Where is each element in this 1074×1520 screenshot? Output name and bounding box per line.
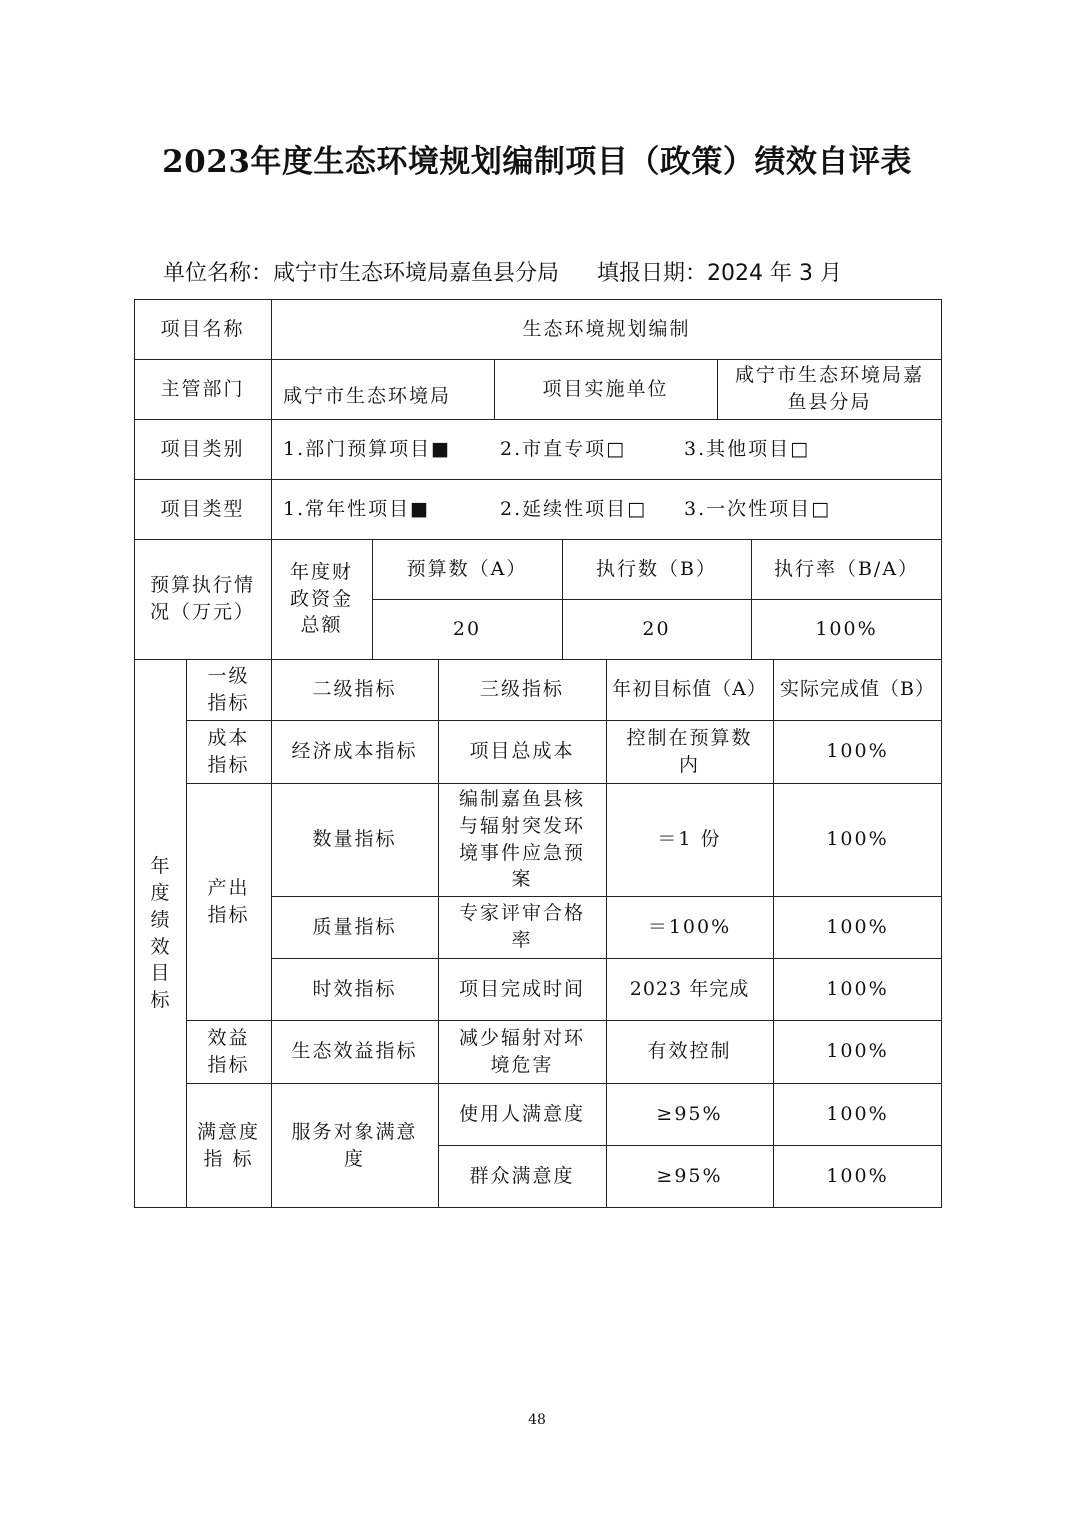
output-level1: 产出指标 [207,876,250,926]
project-name-value: 生态环境规划编制 [522,317,691,340]
unit-name: 单位名称：咸宁市生态环境局嘉鱼县分局 [163,261,560,286]
quantity-actual: 100% [826,828,889,851]
target-header: 年初目标值（A） [612,678,767,701]
timeliness-target: 2023 年完成 [629,977,750,1000]
satisfaction-user-actual: 100% [826,1102,889,1125]
impl-label: 项目实施单位 [542,377,669,400]
project-name-label: 项目名称 [160,317,245,340]
budget-col-a: 预算数（A） [406,557,528,580]
category-option-3: 3.其他项目□ [684,437,811,460]
satisfaction-user-target: ≥95% [656,1102,723,1125]
quantity-target: ＝1 份 [657,828,722,851]
benefit-level1: 效益指标 [207,1026,250,1076]
dept-label: 主管部门 [160,377,245,400]
satisfaction-public-target: ≥95% [656,1165,723,1188]
satisfaction-public-level3: 群众满意度 [469,1165,575,1188]
cost-level3: 项目总成本 [469,740,575,763]
budget-sub-label: 年度财政资金总额 [289,560,353,637]
benefit-level2: 生态效益指标 [291,1040,418,1063]
timeliness-level2: 时效指标 [312,977,397,1000]
page-title: 2023年度生态环境规划编制项目（政策）绩效自评表 [162,144,912,180]
budget-col-rate: 执行率（B/A） [773,557,920,580]
perf-side-label: 年度绩效目标 [150,854,170,1012]
budget-value-a: 20 [452,617,482,640]
benefit-target: 有效控制 [647,1040,732,1063]
quantity-level3: 编制嘉鱼县核与辐射突发环境事件应急预案 [458,787,585,891]
type-option-2: 2.延续性项目□ [500,497,648,520]
dept-value: 咸宁市生态环境局 [283,384,452,407]
cost-level1: 成本指标 [207,726,250,776]
budget-value-b: 20 [642,617,671,640]
cost-actual: 100% [826,740,889,763]
category-option-1: 1.部门预算项目■ [283,437,452,460]
budget-col-b: 执行数（B） [596,557,717,580]
impl-value: 咸宁市生态环境局嘉鱼县分局 [734,364,924,413]
quality-level3: 专家评审合格率 [458,902,585,951]
satisfaction-public-actual: 100% [826,1165,889,1188]
level2-header: 二级指标 [312,678,397,701]
quality-target: ＝100% [647,915,732,938]
actual-header: 实际完成值（B） [780,678,935,701]
satisfaction-level2: 服务对象满意度 [291,1120,418,1170]
type-option-1: 1.常年性项目■ [283,497,431,520]
type-label: 项目类型 [160,497,245,520]
budget-value-rate: 100% [815,617,878,640]
quality-actual: 100% [826,915,889,938]
satisfaction-user-level3: 使用人满意度 [458,1102,585,1125]
benefit-actual: 100% [826,1040,889,1063]
type-option-3: 3.一次性项目□ [684,497,832,520]
level1-header: 一级指标 [207,664,250,714]
cost-target: 控制在预算数内 [626,726,753,776]
report-date: 填报日期：2024 年 3 月 [597,261,842,286]
cost-level2: 经济成本指标 [291,740,418,763]
category-option-2: 2.市直专项□ [500,437,627,460]
benefit-level3: 减少辐射对环境危害 [458,1026,585,1076]
satisfaction-level1: 满意度指 标 [196,1120,260,1170]
category-label: 项目类别 [160,437,245,460]
header-info [163,256,923,287]
timeliness-level3: 项目完成时间 [458,977,585,1000]
page-number: 48 [528,1412,546,1428]
level3-header: 三级指标 [479,678,564,701]
timeliness-actual: 100% [826,977,889,1000]
budget-label: 预算执行情况（万元） [149,574,255,623]
quantity-level2: 数量指标 [312,828,397,851]
quality-level2: 质量指标 [312,915,397,938]
